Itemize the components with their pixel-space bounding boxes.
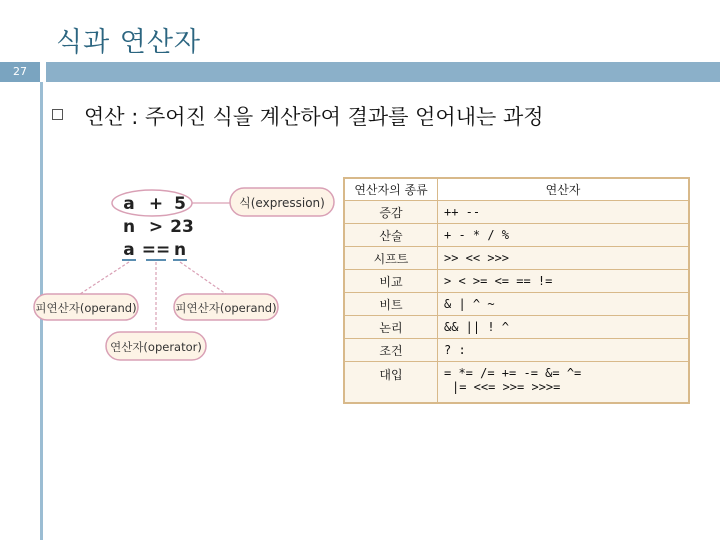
row-ops-line-1: = *= /= += -= &= ^= — [444, 366, 582, 380]
operand-left-label: 피연산자(operand) — [35, 301, 137, 315]
table-header-row — [344, 178, 689, 201]
table-row — [344, 247, 689, 270]
table-row — [344, 362, 689, 404]
row-kind: 비교 — [344, 270, 438, 293]
table-row — [344, 316, 689, 339]
table-row — [344, 339, 689, 362]
page-title: 식과 연산자 — [56, 27, 201, 58]
operator-label: 연산자(operator) — [110, 340, 202, 354]
operand-right-label: 피연산자(operand) — [175, 301, 277, 315]
row-ops-line-2: |= <<= >>= >>>= — [452, 380, 561, 394]
row-kind: 대입 — [344, 362, 438, 404]
row-kind: 증감 — [344, 201, 438, 224]
row-ops-multiline — [438, 362, 690, 404]
operand-right-connector — [180, 262, 226, 294]
expr-2-op: > — [148, 217, 164, 237]
row-kind: 비트 — [344, 293, 438, 316]
row-ops: > < >= <= == != — [438, 270, 690, 293]
row-kind: 조건 — [344, 339, 438, 362]
expr-3-op: == — [141, 240, 171, 260]
operator-table — [343, 177, 690, 404]
row-ops: >> << >>> — [438, 247, 690, 270]
expr-3-right: n — [173, 240, 187, 260]
row-kind: 산술 — [344, 224, 438, 247]
expr-1-right: 5 — [174, 194, 186, 214]
row-ops: & | ^ ~ — [438, 293, 690, 316]
expr-2-left: n — [122, 217, 136, 237]
row-ops: ++ -- — [438, 201, 690, 224]
operand-left-connector — [80, 262, 129, 294]
row-ops: ? : — [438, 339, 690, 362]
bullet-text: 연산 : 주어진 식을 계산하여 결과를 얻어내는 과정 — [84, 105, 544, 129]
table-row — [344, 201, 689, 224]
table-row — [344, 270, 689, 293]
expr-3-left: a — [123, 240, 135, 260]
square-bullet-icon — [52, 109, 63, 120]
row-ops: && || ! ^ — [438, 316, 690, 339]
expr-1-op: + — [148, 194, 164, 214]
row-kind: 시프트 — [344, 247, 438, 270]
table-row — [344, 293, 689, 316]
header-operator: 연산자 — [438, 178, 690, 201]
table-row — [344, 224, 689, 247]
expression-label: 식(expression) — [239, 196, 325, 210]
row-kind: 논리 — [344, 316, 438, 339]
header-bar — [46, 62, 720, 82]
expr-1-left: a — [123, 194, 135, 214]
expr-2-right: 23 — [170, 217, 194, 237]
header-kind: 연산자의 종류 — [344, 178, 438, 201]
expression-diagram — [30, 176, 340, 376]
slide-number: 27 — [13, 65, 27, 78]
row-ops: + - * / % — [438, 224, 690, 247]
